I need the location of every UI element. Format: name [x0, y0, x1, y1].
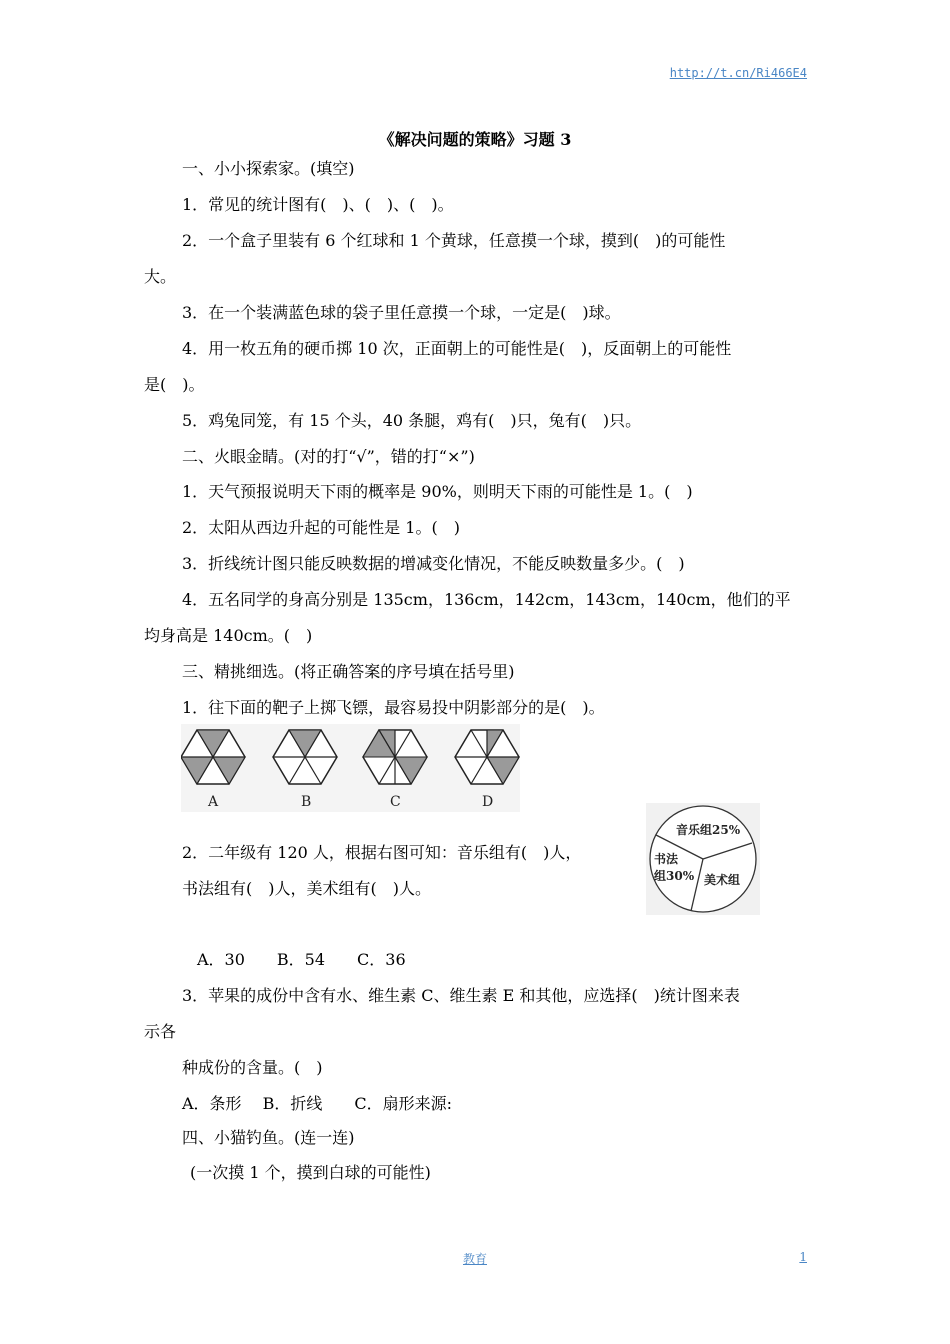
section2-q4-line1: 4．五名同学的身高分别是 135cm，136cm，142cm，143cm，140cm，他们的平 — [182, 590, 791, 609]
section3-q1: 1．往下面的靶子上掷飞镖，最容易投中阴影部分的是( )。 — [182, 698, 605, 717]
target-label-a: A — [208, 794, 219, 810]
target-label-c: C — [390, 794, 401, 810]
pie-label-art: 美术组 — [704, 873, 741, 887]
section2-q3: 3．折线统计图只能反映数据的增减变化情况，不能反映数量多少。( ) — [182, 554, 685, 573]
section4-sub: (一次摸 1 个，摸到白球的可能性) — [190, 1163, 431, 1182]
section2-q2: 2．太阳从西边升起的可能性是 1。( ) — [182, 518, 460, 537]
target-label-b: B — [301, 794, 312, 810]
target-b — [273, 730, 337, 784]
pie-label-calligraphy-2: 组30% — [654, 869, 695, 883]
section1-q4-line2: 是( )。 — [144, 375, 205, 394]
header-link[interactable]: http://t.cn/Ri466E4 — [669, 66, 807, 80]
page-number: 1 — [799, 1250, 807, 1264]
section3-q2-line1: 2．二年级有 120 人，根据右图可知：音乐组有( )人， — [182, 843, 582, 862]
target-label-d: D — [482, 794, 494, 810]
target-c — [363, 730, 427, 784]
section2-q1: 1．天气预报说明天下雨的概率是 90%，则明天下雨的可能性是 1。( ) — [182, 482, 693, 501]
section1-q2-line1: 2．一个盒子里装有 6 个红球和 1 个黄球，任意摸一个球，摸到( )的可能性 — [182, 231, 726, 250]
target-a — [181, 730, 245, 784]
section4-heading: 四、小猫钓鱼。(连一连) — [182, 1128, 355, 1147]
section3-q2-options: A．30 B．54 C．36 — [197, 950, 406, 969]
section2-q4-line2: 均身高是 140cm。( ) — [144, 626, 313, 645]
pie-label-calligraphy-1: 书法 — [654, 852, 679, 866]
section3-q2-line2: 书法组有( )人，美术组有( )人。 — [182, 879, 431, 898]
section3-q3-line3: 种成份的含量。( ) — [182, 1058, 323, 1077]
section3-q3-line1: 3．苹果的成份中含有水、维生素 C、维生素 E 和其他，应选择( )统计图来表 — [182, 986, 740, 1005]
pie-figure — [646, 803, 760, 915]
section1-q5: 5．鸡兔同笼，有 15 个头，40 条腿，鸡有( )只，兔有( )只。 — [182, 411, 642, 430]
section1-q4-line1: 4．用一枚五角的硬币掷 10 次，正面朝上的可能性是( )，反面朝上的可能性 — [182, 339, 732, 358]
section1-q2-line2: 大。 — [144, 267, 177, 286]
section3-q3-options: A．条形 B．折线 C．扇形来源: — [182, 1094, 453, 1113]
footer-link[interactable]: 教育 — [462, 1252, 487, 1266]
pie-label-music: 音乐组25% — [676, 823, 741, 837]
section1-heading: 一、小小探索家。(填空) — [182, 159, 355, 178]
section1-q1: 1．常见的统计图有( )、( )、( )。 — [182, 195, 454, 214]
target-d — [455, 730, 519, 784]
section3-q3-line2: 示各 — [144, 1022, 177, 1041]
hexagon-targets — [181, 724, 520, 794]
page-title: 《解决问题的策略》习题 3 — [378, 130, 572, 149]
section3-heading: 三、精挑细选。(将正确答案的序号填在括号里) — [182, 662, 515, 681]
section2-heading: 二、火眼金睛。(对的打“√”，错的打“×”) — [182, 447, 475, 466]
dartboard-figure — [181, 724, 520, 812]
section1-q3: 3．在一个装满蓝色球的袋子里任意摸一个球，一定是( )球。 — [182, 303, 621, 322]
